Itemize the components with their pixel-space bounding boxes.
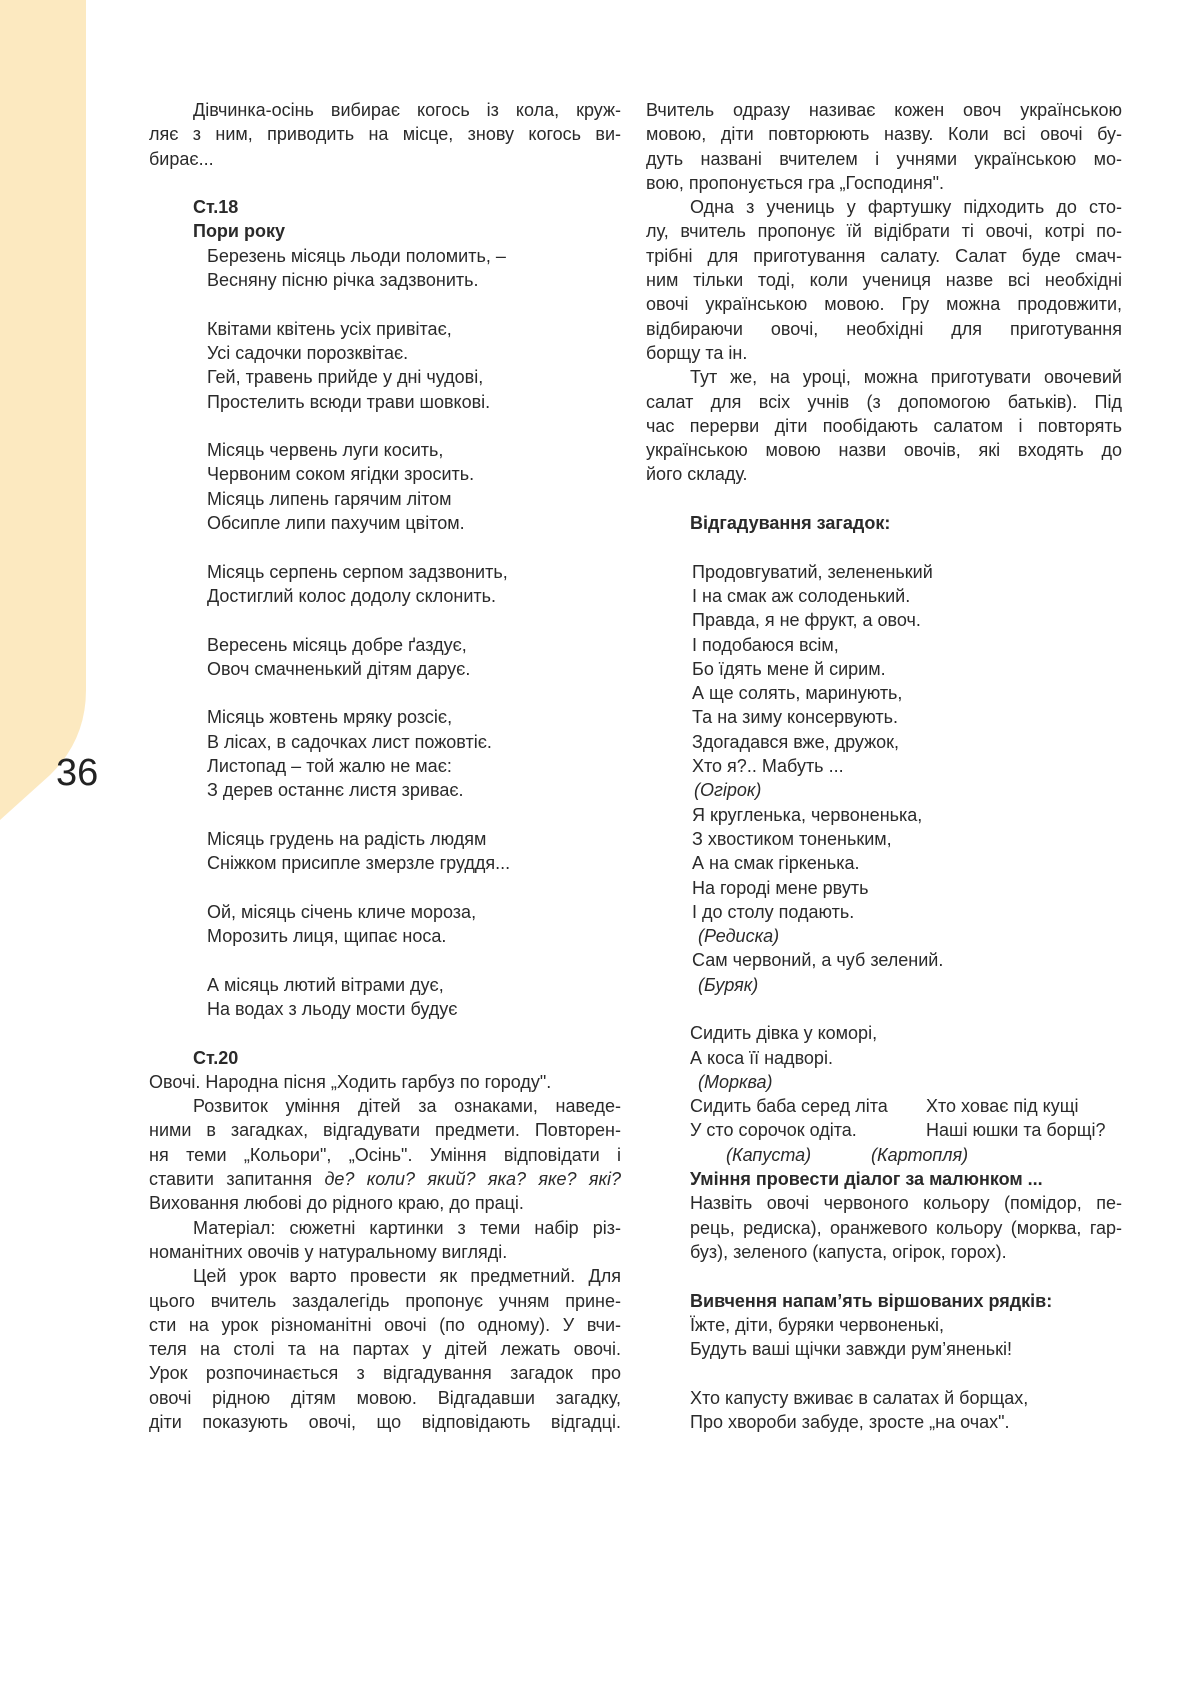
poem-line: Морозить лиця, щипає носа.	[207, 926, 447, 947]
poem-line: Простелить всюди трави шовкові.	[207, 391, 491, 412]
poem-line: Місяць червень луги косить,	[207, 440, 444, 461]
poem-line: Весняну пісню річка задзвонить.	[207, 270, 479, 291]
riddle-line: І до столу подають.	[692, 901, 855, 922]
section-heading: Відгадування загадок:	[690, 513, 891, 534]
text-line: Цей урок варто провести як предметний. Для	[193, 1266, 621, 1287]
text-line: Матеріал: сюжетні картинки з теми набір різ-	[193, 1217, 621, 1238]
left-column	[149, 98, 621, 1434]
riddle-pair-row	[646, 1094, 1122, 1118]
poem-line: Гей, травень прийде у дні чудові,	[207, 367, 484, 388]
riddle-pair	[646, 1094, 1122, 1167]
paragraph	[646, 365, 1122, 486]
poem-stanza	[149, 438, 621, 535]
poem-line: Обсипле липи пахучим цвітом.	[207, 513, 465, 534]
text-line	[149, 1167, 621, 1191]
riddle-line: А на смак гіркенька.	[692, 853, 860, 874]
section-heading: Ст.18	[193, 197, 239, 218]
riddle-line: Здогадався вже, дружок,	[692, 731, 900, 752]
poem-line: Ой, місяць січень кличе мороза,	[207, 901, 477, 922]
riddle-answer: (Буряк)	[698, 974, 759, 995]
riddle-line: Сидить дівка у коморі,	[690, 1023, 878, 1044]
text-line: овочі українською мовою. Гру можна продовжити,	[646, 294, 1122, 315]
verse	[646, 1386, 1122, 1435]
riddle	[646, 1021, 1122, 1094]
riddle	[646, 948, 1122, 997]
riddle-line: І на смак аж солоденький.	[692, 585, 911, 606]
text-line: номанітних овочів у натуральному вигляді.	[149, 1241, 508, 1262]
text-line: Розвиток уміння дітей за ознаками, наведе-	[193, 1096, 621, 1117]
text-line: Урок розпочинається з відгадування загадок про	[149, 1363, 621, 1384]
poem-line: Квітами квітень усіх привітає,	[207, 318, 452, 339]
text-line: лу, вчитель пропонує їй відібрати ті овочі, котрі по-	[646, 221, 1122, 242]
riddle-line: З хвостиком тоненьким,	[692, 828, 892, 849]
text-line: його складу.	[646, 464, 748, 485]
section-heading: Уміння провести діалог за малюнком ...	[690, 1169, 1043, 1190]
goals-paragraph	[149, 1094, 621, 1215]
page-corner-tab	[0, 0, 86, 820]
text-line: ляє з ним, приводить на місце, знову когось ви-	[149, 124, 621, 145]
poem-line: Березень місяць льоди поломить, –	[207, 245, 506, 266]
lesson-paragraph	[149, 1264, 621, 1434]
riddle-line: Та на зиму консервують.	[692, 707, 898, 728]
text-fragment: ставити запитання	[149, 1169, 313, 1190]
riddle-line: Наші юшки та борщі?	[926, 1120, 1106, 1141]
text-line: українською мовою назви овочів, які входять до	[646, 440, 1122, 461]
riddle	[646, 560, 1122, 803]
poem-stanza	[149, 973, 621, 1022]
poem-stanza	[149, 827, 621, 876]
text-line: час перерви діти пообідають салатом і повторять	[646, 415, 1122, 436]
poem-stanza	[149, 560, 621, 609]
poem-line: Місяць грудень на радість людям	[207, 828, 487, 849]
text-line: буз), зеленого (капуста, огірок, горох).	[690, 1241, 1007, 1262]
riddle-line: Сидить баба серед літа	[690, 1096, 888, 1117]
dialog-paragraph	[646, 1191, 1122, 1264]
riddle-answer: (Капуста)	[726, 1144, 812, 1165]
text-line: овочі рідною дітям мовою. Відгадавши загадку,	[149, 1387, 621, 1408]
text-line: Вчитель одразу називає кожен овоч українською	[646, 100, 1122, 120]
verse-line: Хто капусту вживає в салатах й борщах,	[690, 1387, 1029, 1408]
text-line: рець, редиска), оранжевого кольору (морква, гар-	[690, 1217, 1122, 1238]
right-column	[646, 98, 1122, 1434]
text-line: ними в загадках, відгадувати предмети. Повторен-	[149, 1120, 621, 1141]
riddle-line: Правда, я не фрукт, а овоч.	[692, 610, 921, 631]
poem-line: Місяць жовтень мряку розсіє,	[207, 707, 453, 728]
materials-paragraph	[149, 1216, 621, 1265]
page-number: 36	[56, 752, 99, 794]
paragraph	[646, 195, 1122, 365]
poem-line: З дерев останнє листя зриває.	[207, 780, 464, 801]
riddle-line: Хто я?.. Мабуть ...	[692, 756, 844, 777]
poem-line: На водах з льоду мости будує	[207, 998, 458, 1019]
riddle-line: Я кругленька, червоненька,	[692, 804, 923, 825]
poem-line: Сніжком присипле змерзле груддя...	[207, 853, 511, 874]
text-line: сти на урок різноманітні овочі (по одному). У вчи-	[149, 1314, 621, 1335]
poem-stanza	[149, 633, 621, 682]
riddle-line: На городі мене рвуть	[692, 877, 869, 898]
riddle	[646, 803, 1122, 949]
riddle-line: І подобаюся всім,	[692, 634, 839, 655]
poem-line: Достиглий колос додолу склонить.	[207, 585, 497, 606]
riddle-line: У сто сорочок одіта.	[690, 1120, 857, 1141]
riddle-pair-answers	[646, 1143, 1122, 1167]
text-line: цього вчитель заздалегідь пропонує учням прине-	[149, 1290, 621, 1311]
verse	[646, 1313, 1122, 1362]
text-line: ня теми „Кольори", „Осінь". Уміння відповідати і	[149, 1144, 621, 1165]
section-heading: Вивчення напам’ять віршованих рядків:	[690, 1290, 1053, 1311]
riddle-line: А ще солять, маринують,	[692, 683, 903, 704]
poem-stanza	[149, 705, 621, 802]
riddle-answer: (Редиска)	[698, 926, 780, 947]
intro-paragraph	[149, 98, 621, 171]
poem-line: Місяць серпень серпом задзвонить,	[207, 561, 508, 582]
riddle-answer: (Картопля)	[871, 1144, 969, 1165]
riddle-line: Бо їдять мене й сирим.	[692, 658, 886, 679]
text-line: Дівчинка-осінь вибирає когось із кола, круж-	[193, 100, 621, 120]
text-line: салат для всіх учнів (з допомогою батьків). Під	[646, 391, 1122, 412]
riddle-line: Продовгуватий, зелененький	[692, 561, 933, 582]
verse-line: Про хвороби забуде, зросте „на очах".	[690, 1412, 1010, 1433]
poem-line: Листопад – той жалю не має:	[207, 756, 452, 777]
riddle-pair-row	[646, 1118, 1122, 1142]
poem-stanza	[149, 244, 621, 293]
poem-line: Червоним соком ягідки зросить.	[207, 464, 475, 485]
poem-stanza	[149, 900, 621, 949]
poem-line: А місяць лютий вітрами дує,	[207, 974, 444, 995]
poem-line: В лісах, в садочках лист пожовтіє.	[207, 731, 492, 752]
questions-italic: де? коли? який? яка? яке? які?	[324, 1169, 621, 1190]
text-line: Тут же, на уроці, можна приготувати овочевий	[690, 367, 1122, 388]
text-line: вою, пропонується гра „Господиня".	[646, 172, 945, 193]
text-line: відбираючи овочі, необхідні для приготування	[646, 318, 1122, 339]
poem-line: Вересень місяць добре ґаздує,	[207, 634, 467, 655]
riddle-line: Сам червоний, а чуб зелений.	[692, 950, 944, 971]
riddle-answer: (Огірок)	[694, 780, 762, 801]
text-line: дуть названі вчителем і учнями українською мо-	[646, 148, 1122, 169]
text-line: трібні для приготування салату. Салат буде смач-	[646, 245, 1122, 266]
riddle-answer: (Морква)	[698, 1071, 773, 1092]
poem-title: Пори року	[193, 221, 286, 242]
poem-stanza	[149, 317, 621, 414]
text-line: Одна з учениць у фартушку підходить до сто-	[690, 197, 1122, 218]
verse-line: Будуть ваші щічки завжди рум’яненькі!	[690, 1339, 1012, 1360]
text-line: Назвіть овочі червоного кольору (помідор, пе-	[690, 1193, 1122, 1214]
text-line: теля на столі та на партах у дітей лежать овочі.	[149, 1339, 621, 1360]
text-line: Овочі. Народна пісня „Ходить гарбуз по городу".	[149, 1071, 552, 1092]
text-line: Виховання любові до рідного краю, до праці.	[149, 1193, 524, 1214]
poem-line: Овоч смачненький дітям дарує.	[207, 658, 471, 679]
section-heading: Ст.20	[193, 1047, 239, 1068]
text-line: ним тільки тоді, коли учениця назве всі необхідні	[646, 270, 1122, 291]
poem-line: Місяць липень гарячим літом	[207, 488, 452, 509]
text-line: бирає...	[149, 148, 214, 169]
text-line: борщу та ін.	[646, 342, 748, 363]
riddle-line: А коса її надворі.	[690, 1047, 833, 1068]
text-line: мовою, діти повторюють назву. Коли всі овочі бу-	[646, 124, 1122, 145]
text-line: діти показують овочі, що відповідають відгадці.	[149, 1412, 621, 1433]
verse-line: Їжте, діти, буряки червоненькі,	[690, 1314, 945, 1335]
paragraph	[646, 98, 1122, 195]
poem-line: Усі садочки порозквітає.	[207, 342, 409, 363]
riddle-line: Хто ховає під кущі	[926, 1096, 1079, 1117]
